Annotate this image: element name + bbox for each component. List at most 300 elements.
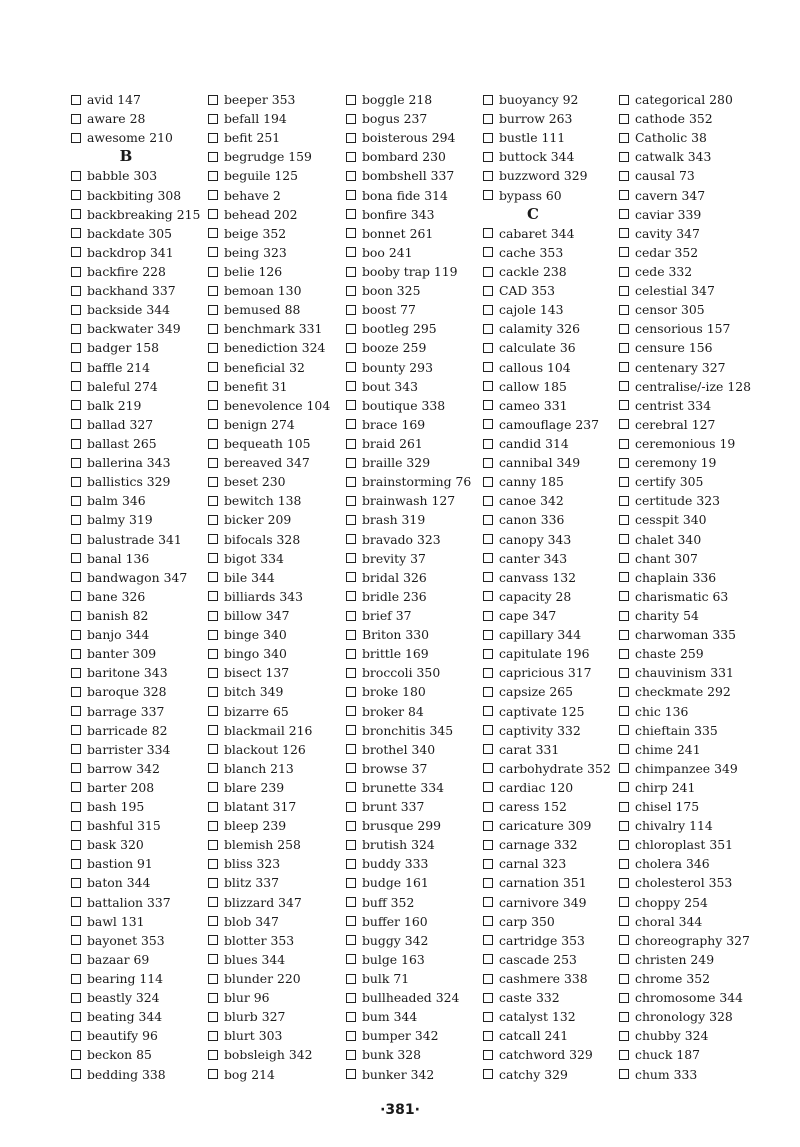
checkbox-icon[interactable] — [71, 935, 81, 945]
index-entry — [71, 644, 200, 663]
checkbox-icon[interactable] — [483, 802, 493, 812]
checkbox-icon[interactable] — [71, 381, 81, 391]
checkbox-icon[interactable] — [208, 381, 218, 391]
entry-word: carnal — [499, 856, 539, 872]
checkbox-icon[interactable] — [619, 954, 629, 964]
checkbox-icon[interactable] — [71, 477, 81, 487]
checkbox-icon[interactable] — [619, 859, 629, 869]
checkbox-icon[interactable] — [346, 534, 356, 544]
checkbox-icon[interactable] — [346, 993, 356, 1003]
checkbox-icon[interactable] — [483, 458, 493, 468]
checkbox-icon[interactable] — [483, 1050, 493, 1060]
checkbox-icon[interactable] — [346, 381, 356, 391]
checkbox-icon[interactable] — [208, 878, 218, 888]
checkbox-icon[interactable] — [346, 267, 356, 277]
checkbox-icon[interactable] — [483, 247, 493, 257]
checkbox-icon[interactable] — [619, 133, 629, 143]
entry-page: 349 — [562, 894, 587, 910]
checkbox-icon[interactable] — [346, 171, 356, 181]
checkbox-icon[interactable] — [71, 802, 81, 812]
checkbox-icon[interactable] — [483, 381, 493, 391]
checkbox-icon[interactable] — [619, 668, 629, 678]
checkbox-icon[interactable] — [71, 591, 81, 601]
checkbox-icon[interactable] — [71, 534, 81, 544]
entry-page: 352 — [390, 894, 415, 910]
checkbox-icon[interactable] — [208, 840, 218, 850]
checkbox-icon[interactable] — [71, 324, 81, 334]
entry-page: 126 — [258, 263, 283, 279]
checkbox-icon[interactable] — [619, 840, 629, 850]
checkbox-icon[interactable] — [483, 744, 493, 754]
checkbox-icon[interactable] — [208, 668, 218, 678]
checkbox-icon[interactable] — [346, 209, 356, 219]
checkbox-icon[interactable] — [483, 286, 493, 296]
entry-page: 185 — [543, 378, 567, 394]
entry-word: captivate — [499, 703, 557, 719]
entry-word: bridal — [362, 569, 400, 585]
checkbox-icon[interactable] — [346, 95, 356, 105]
checkbox-icon[interactable] — [346, 228, 356, 238]
checkbox-icon[interactable] — [483, 916, 493, 926]
checkbox-icon[interactable] — [71, 267, 81, 277]
checkbox-icon[interactable] — [619, 305, 629, 315]
checkbox-icon[interactable] — [71, 171, 81, 181]
checkbox-icon[interactable] — [483, 993, 493, 1003]
index-entry — [208, 893, 330, 912]
checkbox-icon[interactable] — [71, 878, 81, 888]
checkbox-icon[interactable] — [346, 496, 356, 506]
index-entry — [346, 912, 471, 931]
entry-word: chum — [635, 1066, 670, 1082]
checkbox-icon[interactable] — [483, 954, 493, 964]
checkbox-icon[interactable] — [619, 763, 629, 773]
checkbox-icon[interactable] — [346, 553, 356, 563]
checkbox-icon[interactable] — [483, 496, 493, 506]
entry-word: cavity — [635, 225, 673, 241]
checkbox-icon[interactable] — [619, 706, 629, 716]
checkbox-icon[interactable] — [208, 1069, 218, 1079]
checkbox-icon[interactable] — [483, 553, 493, 563]
checkbox-icon[interactable] — [208, 553, 218, 563]
checkbox-icon[interactable] — [208, 859, 218, 869]
checkbox-icon[interactable] — [71, 95, 81, 105]
checkbox-icon[interactable] — [346, 439, 356, 449]
checkbox-icon[interactable] — [346, 897, 356, 907]
checkbox-icon[interactable] — [619, 687, 629, 697]
checkbox-icon[interactable] — [208, 763, 218, 773]
checkbox-icon[interactable] — [483, 591, 493, 601]
checkbox-icon[interactable] — [483, 171, 493, 181]
checkbox-icon[interactable] — [483, 878, 493, 888]
checkbox-icon[interactable] — [619, 916, 629, 926]
checkbox-icon[interactable] — [208, 591, 218, 601]
checkbox-icon[interactable] — [208, 95, 218, 105]
checkbox-icon[interactable] — [483, 897, 493, 907]
checkbox-icon[interactable] — [483, 439, 493, 449]
entry-word: catalyst — [499, 1009, 548, 1025]
checkbox-icon[interactable] — [346, 706, 356, 716]
checkbox-icon[interactable] — [619, 1069, 629, 1079]
checkbox-icon[interactable] — [71, 763, 81, 773]
index-entry — [208, 988, 330, 1007]
checkbox-icon[interactable] — [619, 400, 629, 410]
checkbox-icon[interactable] — [208, 496, 218, 506]
index-entry — [483, 625, 611, 644]
checkbox-icon[interactable] — [208, 974, 218, 984]
checkbox-icon[interactable] — [71, 496, 81, 506]
checkbox-icon[interactable] — [208, 611, 218, 621]
checkbox-icon[interactable] — [619, 897, 629, 907]
checkbox-icon[interactable] — [346, 859, 356, 869]
checkbox-icon[interactable] — [346, 744, 356, 754]
checkbox-icon[interactable] — [483, 782, 493, 792]
checkbox-icon[interactable] — [346, 649, 356, 659]
checkbox-icon[interactable] — [619, 515, 629, 525]
checkbox-icon[interactable] — [71, 840, 81, 850]
checkbox-icon[interactable] — [619, 534, 629, 544]
checkbox-icon[interactable] — [208, 247, 218, 257]
checkbox-icon[interactable] — [346, 763, 356, 773]
checkbox-icon[interactable] — [208, 209, 218, 219]
checkbox-icon[interactable] — [619, 477, 629, 487]
checkbox-icon[interactable] — [346, 840, 356, 850]
index-entry — [208, 530, 330, 549]
checkbox-icon[interactable] — [208, 419, 218, 429]
checkbox-icon[interactable] — [71, 133, 81, 143]
checkbox-icon[interactable] — [208, 630, 218, 640]
entry-word: chrome — [635, 971, 683, 987]
checkbox-icon[interactable] — [346, 668, 356, 678]
checkbox-icon[interactable] — [71, 419, 81, 429]
checkbox-icon[interactable] — [208, 305, 218, 315]
checkbox-icon[interactable] — [71, 744, 81, 754]
checkbox-icon[interactable] — [71, 725, 81, 735]
checkbox-icon[interactable] — [71, 1012, 81, 1022]
checkbox-icon[interactable] — [483, 1031, 493, 1041]
checkbox-icon[interactable] — [619, 247, 629, 257]
checkbox-icon[interactable] — [208, 477, 218, 487]
checkbox-icon[interactable] — [619, 209, 629, 219]
checkbox-icon[interactable] — [483, 228, 493, 238]
checkbox-icon[interactable] — [208, 152, 218, 162]
entry-page: 293 — [409, 359, 433, 375]
checkbox-icon[interactable] — [208, 400, 218, 410]
index-entry — [346, 281, 471, 300]
checkbox-icon[interactable] — [71, 897, 81, 907]
checkbox-icon[interactable] — [346, 400, 356, 410]
entry-word: catwalk — [635, 149, 684, 165]
checkbox-icon[interactable] — [483, 133, 493, 143]
checkbox-icon[interactable] — [619, 611, 629, 621]
checkbox-icon[interactable] — [619, 630, 629, 640]
checkbox-icon[interactable] — [346, 954, 356, 964]
checkbox-icon[interactable] — [71, 859, 81, 869]
entry-page: 329 — [146, 474, 171, 490]
checkbox-icon[interactable] — [208, 897, 218, 907]
checkbox-icon[interactable] — [346, 515, 356, 525]
checkbox-icon[interactable] — [71, 190, 81, 200]
checkbox-icon[interactable] — [619, 1050, 629, 1060]
checkbox-icon[interactable] — [483, 362, 493, 372]
checkbox-icon[interactable] — [619, 458, 629, 468]
checkbox-icon[interactable] — [208, 954, 218, 964]
checkbox-icon[interactable] — [346, 362, 356, 372]
checkbox-icon[interactable] — [483, 400, 493, 410]
checkbox-icon[interactable] — [208, 1012, 218, 1022]
checkbox-icon[interactable] — [346, 247, 356, 257]
checkbox-icon[interactable] — [483, 668, 493, 678]
checkbox-icon[interactable] — [71, 649, 81, 659]
checkbox-icon[interactable] — [619, 553, 629, 563]
index-entry — [619, 472, 751, 491]
checkbox-icon[interactable] — [619, 171, 629, 181]
checkbox-icon[interactable] — [208, 935, 218, 945]
checkbox-icon[interactable] — [619, 114, 629, 124]
entry-page: 88 — [284, 302, 301, 318]
checkbox-icon[interactable] — [483, 1069, 493, 1079]
index-entry — [346, 243, 471, 262]
checkbox-icon[interactable] — [208, 725, 218, 735]
checkbox-icon[interactable] — [208, 171, 218, 181]
checkbox-icon[interactable] — [208, 649, 218, 659]
checkbox-icon[interactable] — [619, 725, 629, 735]
checkbox-icon[interactable] — [346, 572, 356, 582]
checkbox-icon[interactable] — [483, 267, 493, 277]
checkbox-icon[interactable] — [619, 1012, 629, 1022]
checkbox-icon[interactable] — [71, 668, 81, 678]
checkbox-icon[interactable] — [346, 611, 356, 621]
checkbox-icon[interactable] — [619, 228, 629, 238]
checkbox-icon[interactable] — [71, 400, 81, 410]
checkbox-icon[interactable] — [346, 687, 356, 697]
index-entry — [619, 835, 751, 854]
checkbox-icon[interactable] — [483, 572, 493, 582]
checkbox-icon[interactable] — [346, 725, 356, 735]
checkbox-icon[interactable] — [71, 630, 81, 640]
checkbox-icon[interactable] — [619, 935, 629, 945]
checkbox-icon[interactable] — [346, 1050, 356, 1060]
checkbox-icon[interactable] — [619, 974, 629, 984]
checkbox-icon[interactable] — [346, 419, 356, 429]
checkbox-icon[interactable] — [483, 821, 493, 831]
checkbox-icon[interactable] — [619, 190, 629, 200]
checkbox-icon[interactable] — [619, 591, 629, 601]
checkbox-icon[interactable] — [619, 878, 629, 888]
checkbox-icon[interactable] — [346, 324, 356, 334]
checkbox-icon[interactable] — [208, 916, 218, 926]
checkbox-icon[interactable] — [208, 458, 218, 468]
checkbox-icon[interactable] — [71, 343, 81, 353]
checkbox-icon[interactable] — [619, 439, 629, 449]
index-entry — [346, 931, 471, 950]
checkbox-icon[interactable] — [619, 362, 629, 372]
checkbox-icon[interactable] — [483, 630, 493, 640]
entry-word: bombshell — [362, 168, 427, 184]
checkbox-icon[interactable] — [619, 496, 629, 506]
entry-page: 258 — [277, 837, 301, 853]
checkbox-icon[interactable] — [208, 572, 218, 582]
checkbox-icon[interactable] — [619, 419, 629, 429]
checkbox-icon[interactable] — [619, 286, 629, 296]
checkbox-icon[interactable] — [483, 515, 493, 525]
checkbox-icon[interactable] — [483, 152, 493, 162]
checkbox-icon[interactable] — [71, 553, 81, 563]
checkbox-icon[interactable] — [483, 477, 493, 487]
checkbox-icon[interactable] — [483, 763, 493, 773]
entry-word: boo — [362, 244, 385, 260]
checkbox-icon[interactable] — [619, 649, 629, 659]
entry-page: 340 — [677, 531, 702, 547]
entry-word: bunker — [362, 1066, 407, 1082]
checkbox-icon[interactable] — [483, 343, 493, 353]
checkbox-icon[interactable] — [483, 114, 493, 124]
checkbox-icon[interactable] — [208, 228, 218, 238]
checkbox-icon[interactable] — [483, 534, 493, 544]
checkbox-icon[interactable] — [208, 515, 218, 525]
checkbox-icon[interactable] — [208, 286, 218, 296]
checkbox-icon[interactable] — [619, 95, 629, 105]
checkbox-icon[interactable] — [71, 286, 81, 296]
checkbox-icon[interactable] — [346, 305, 356, 315]
checkbox-icon[interactable] — [483, 611, 493, 621]
checkbox-icon[interactable] — [71, 706, 81, 716]
checkbox-icon[interactable] — [483, 840, 493, 850]
checkbox-icon[interactable] — [71, 1050, 81, 1060]
index-entry — [71, 721, 200, 740]
checkbox-icon[interactable] — [71, 954, 81, 964]
checkbox-icon[interactable] — [483, 706, 493, 716]
checkbox-icon[interactable] — [483, 95, 493, 105]
checkbox-icon[interactable] — [208, 802, 218, 812]
checkbox-icon[interactable] — [208, 439, 218, 449]
checkbox-icon[interactable] — [619, 324, 629, 334]
entry-word: backbreaking — [87, 206, 173, 222]
checkbox-icon[interactable] — [619, 343, 629, 353]
checkbox-icon[interactable] — [71, 993, 81, 1003]
checkbox-icon[interactable] — [71, 821, 81, 831]
checkbox-icon[interactable] — [346, 458, 356, 468]
checkbox-icon[interactable] — [483, 687, 493, 697]
checkbox-icon[interactable] — [346, 152, 356, 162]
checkbox-icon[interactable] — [483, 725, 493, 735]
entry-word: cape — [499, 607, 529, 623]
checkbox-icon[interactable] — [483, 935, 493, 945]
entry-page: 28 — [555, 588, 572, 604]
checkbox-icon[interactable] — [619, 381, 629, 391]
checkbox-icon[interactable] — [208, 133, 218, 143]
checkbox-icon[interactable] — [208, 190, 218, 200]
checkbox-icon[interactable] — [71, 362, 81, 372]
checkbox-icon[interactable] — [483, 974, 493, 984]
checkbox-icon[interactable] — [346, 286, 356, 296]
checkbox-icon[interactable] — [483, 1012, 493, 1022]
checkbox-icon[interactable] — [346, 935, 356, 945]
checkbox-icon[interactable] — [619, 802, 629, 812]
checkbox-icon[interactable] — [71, 305, 81, 315]
checkbox-icon[interactable] — [71, 515, 81, 525]
checkbox-icon[interactable] — [346, 630, 356, 640]
checkbox-icon[interactable] — [71, 1069, 81, 1079]
checkbox-icon[interactable] — [71, 687, 81, 697]
checkbox-icon[interactable] — [71, 611, 81, 621]
checkbox-icon[interactable] — [346, 802, 356, 812]
checkbox-icon[interactable] — [71, 1031, 81, 1041]
checkbox-icon[interactable] — [346, 916, 356, 926]
checkbox-icon[interactable] — [483, 419, 493, 429]
checkbox-icon[interactable] — [619, 572, 629, 582]
checkbox-icon[interactable] — [71, 439, 81, 449]
checkbox-icon[interactable] — [346, 1069, 356, 1079]
checkbox-icon[interactable] — [208, 324, 218, 334]
checkbox-icon[interactable] — [71, 247, 81, 257]
checkbox-icon[interactable] — [208, 687, 218, 697]
checkbox-icon[interactable] — [208, 362, 218, 372]
checkbox-icon[interactable] — [71, 114, 81, 124]
entry-page: 326 — [556, 321, 580, 337]
checkbox-icon[interactable] — [346, 133, 356, 143]
checkbox-icon[interactable] — [208, 821, 218, 831]
checkbox-icon[interactable] — [483, 649, 493, 659]
checkbox-icon[interactable] — [71, 228, 81, 238]
checkbox-icon[interactable] — [346, 190, 356, 200]
checkbox-icon[interactable] — [208, 114, 218, 124]
checkbox-icon[interactable] — [71, 974, 81, 984]
checkbox-icon[interactable] — [208, 744, 218, 754]
checkbox-icon[interactable] — [71, 572, 81, 582]
checkbox-icon[interactable] — [346, 1031, 356, 1041]
entry-word: charismatic — [635, 588, 709, 604]
checkbox-icon[interactable] — [71, 209, 81, 219]
checkbox-icon[interactable] — [71, 916, 81, 926]
checkbox-icon[interactable] — [483, 859, 493, 869]
checkbox-icon[interactable] — [346, 477, 356, 487]
checkbox-icon[interactable] — [346, 974, 356, 984]
checkbox-icon[interactable] — [619, 267, 629, 277]
checkbox-icon[interactable] — [346, 1012, 356, 1022]
checkbox-icon[interactable] — [619, 152, 629, 162]
entry-page: 331 — [543, 397, 568, 413]
checkbox-icon[interactable] — [208, 1031, 218, 1041]
checkbox-icon[interactable] — [619, 821, 629, 831]
checkbox-icon[interactable] — [208, 706, 218, 716]
checkbox-icon[interactable] — [483, 190, 493, 200]
checkbox-icon[interactable] — [71, 458, 81, 468]
entry-page: 237 — [575, 416, 600, 432]
index-entry — [483, 759, 611, 778]
checkbox-icon[interactable] — [346, 343, 356, 353]
entry-word: beastly — [87, 990, 132, 1006]
checkbox-icon[interactable] — [208, 267, 218, 277]
checkbox-icon[interactable] — [208, 1050, 218, 1060]
checkbox-icon[interactable] — [483, 324, 493, 334]
checkbox-icon[interactable] — [346, 782, 356, 792]
checkbox-icon[interactable] — [208, 343, 218, 353]
checkbox-icon[interactable] — [483, 305, 493, 315]
checkbox-icon[interactable] — [71, 782, 81, 792]
checkbox-icon[interactable] — [619, 782, 629, 792]
checkbox-icon[interactable] — [208, 993, 218, 1003]
checkbox-icon[interactable] — [619, 744, 629, 754]
checkbox-icon[interactable] — [619, 993, 629, 1003]
checkbox-icon[interactable] — [346, 114, 356, 124]
checkbox-icon[interactable] — [208, 782, 218, 792]
checkbox-icon[interactable] — [619, 1031, 629, 1041]
checkbox-icon[interactable] — [346, 821, 356, 831]
index-entry — [346, 90, 471, 109]
checkbox-icon[interactable] — [346, 878, 356, 888]
checkbox-icon[interactable] — [346, 591, 356, 601]
checkbox-icon[interactable] — [208, 534, 218, 544]
